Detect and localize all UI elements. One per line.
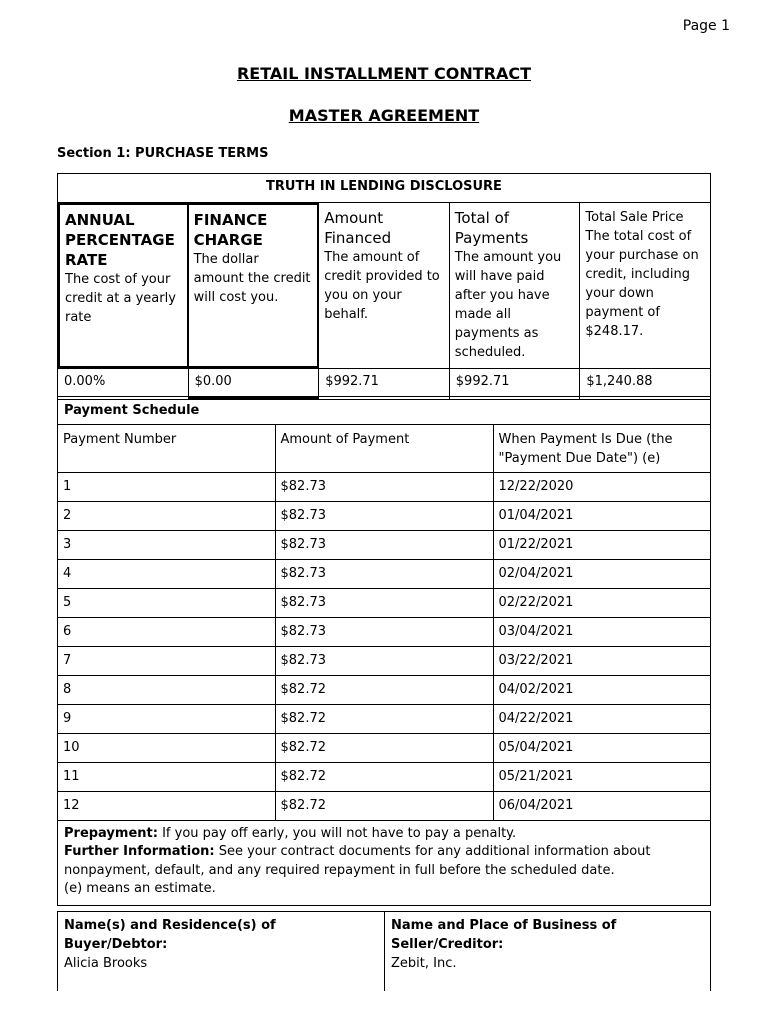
payment-number: 7 — [58, 646, 275, 675]
table-row — [58, 588, 710, 617]
payment-amount: $82.73 — [275, 472, 493, 501]
amount-financed-value: $992.71 — [319, 369, 450, 399]
apr-value: 0.00% — [58, 369, 189, 399]
payment-amount: $82.73 — [275, 501, 493, 530]
disclosure-boxes — [58, 203, 710, 368]
apr-description: The cost of your credit at a yearly rate — [65, 272, 176, 325]
payment-due-date: 02/04/2021 — [493, 559, 710, 588]
payment-amount: $82.73 — [275, 530, 493, 559]
document-title: RETAIL INSTALLMENT CONTRACT — [236, 64, 532, 83]
payment-due-date: 01/04/2021 — [493, 501, 710, 530]
finance-charge-description: The dollar amount the credit will cost you. — [193, 252, 311, 305]
payment-number: 5 — [58, 588, 275, 617]
estimate-note: (e) means an estimate. — [64, 881, 216, 896]
table-row — [58, 675, 710, 704]
payment-amount: $82.73 — [275, 646, 493, 675]
prepayment-note — [64, 825, 704, 844]
finance-charge-title: FINANCE CHARGE — [193, 211, 268, 249]
payment-due-date: 02/22/2021 — [493, 588, 710, 617]
total-of-payments-description: The amount you will have paid after you have made all payments as scheduled. — [454, 250, 562, 360]
finance-charge-box — [189, 203, 320, 368]
truth-in-lending-disclosure — [57, 173, 711, 400]
payment-number: 6 — [58, 617, 275, 646]
amount-financed-box — [319, 203, 450, 368]
payment-amount: $82.73 — [275, 588, 493, 617]
column-header-amount: Amount of Payment — [275, 425, 493, 472]
payment-number: 10 — [58, 733, 275, 762]
apr-title: ANNUAL PERCENTAGE RATE — [65, 211, 175, 269]
payment-due-date: 04/22/2021 — [493, 704, 710, 733]
payment-number: 11 — [58, 762, 275, 791]
payment-number: 12 — [58, 791, 275, 820]
column-header-payment-number: Payment Number — [58, 425, 275, 472]
table-row — [58, 559, 710, 588]
table-row — [58, 704, 710, 733]
total-sale-price-box — [580, 203, 710, 368]
table-row — [58, 472, 710, 501]
total-of-payments-title: Total of Payments — [454, 209, 529, 247]
payment-amount: $82.73 — [275, 559, 493, 588]
apr-box — [58, 203, 189, 368]
document-subtitle: MASTER AGREEMENT — [288, 106, 480, 125]
amount-financed-title: Amount Financed — [324, 209, 392, 247]
payment-number: 8 — [58, 675, 275, 704]
table-row — [58, 646, 710, 675]
payment-amount: $82.72 — [275, 733, 493, 762]
parties-section — [57, 911, 711, 991]
payment-due-date: 12/22/2020 — [493, 472, 710, 501]
further-information-note — [64, 843, 704, 880]
seller-label: Name and Place of Business of Seller/Creditor: — [391, 918, 617, 952]
tila-heading: TRUTH IN LENDING DISCLOSURE — [58, 174, 710, 203]
payment-schedule-table — [58, 425, 710, 821]
section-title: Section 1: PURCHASE TERMS — [57, 146, 269, 161]
payment-due-date: 01/22/2021 — [493, 530, 710, 559]
payment-due-date: 03/22/2021 — [493, 646, 710, 675]
payment-schedule-heading: Payment Schedule — [58, 396, 710, 425]
buyer-name: Alicia Brooks — [64, 956, 148, 971]
table-row — [58, 617, 710, 646]
payment-due-date: 05/21/2021 — [493, 762, 710, 791]
table-row — [58, 762, 710, 791]
amount-financed-description: The amount of credit provided to you on your behalf. — [324, 250, 440, 322]
page-number: Page 1 — [682, 18, 730, 34]
payment-schedule — [57, 396, 711, 906]
payment-amount: $82.72 — [275, 675, 493, 704]
table-header-row — [58, 425, 710, 472]
finance-charge-value: $0.00 — [189, 369, 320, 399]
table-row — [58, 791, 710, 820]
table-row — [58, 501, 710, 530]
further-information-text: See your contract documents for any additional information about nonpayment, default, and any required repayment in full before the scheduled date. — [64, 844, 651, 878]
payment-amount: $82.72 — [275, 704, 493, 733]
total-of-payments-value: $992.71 — [450, 369, 581, 399]
payment-number: 2 — [58, 501, 275, 530]
payment-due-date: 04/02/2021 — [493, 675, 710, 704]
payment-number: 9 — [58, 704, 275, 733]
table-row — [58, 530, 710, 559]
total-of-payments-box — [450, 203, 581, 368]
payment-amount: $82.73 — [275, 617, 493, 646]
prepayment-text: If you pay off early, you will not have to pay a penalty. — [157, 825, 517, 841]
prepayment-label: Prepayment: — [64, 825, 158, 841]
further-information-label: Further Information: — [64, 844, 215, 859]
disclosure-values — [58, 368, 710, 399]
schedule-notes — [58, 821, 710, 905]
seller-name: Zebit, Inc. — [391, 956, 457, 971]
payment-amount: $82.72 — [275, 762, 493, 791]
seller-cell — [385, 912, 710, 991]
table-row — [58, 733, 710, 762]
buyer-label: Name(s) and Residence(s) of Buyer/Debtor: — [64, 918, 276, 952]
total-sale-price-value: $1,240.88 — [586, 374, 653, 389]
payment-number: 3 — [58, 530, 275, 559]
buyer-cell — [58, 912, 385, 991]
payment-due-date: 03/04/2021 — [493, 617, 710, 646]
payment-due-date: 05/04/2021 — [493, 733, 710, 762]
payment-number: 4 — [58, 559, 275, 588]
column-header-due-date: When Payment Is Due (the "Payment Due Date") (e) — [493, 425, 710, 472]
payment-amount: $82.72 — [275, 791, 493, 820]
total-sale-price-description: The total cost of your purchase on credit, including your down payment of $248.17. — [585, 229, 699, 339]
payment-number: 1 — [58, 472, 275, 501]
payment-due-date: 06/04/2021 — [493, 791, 710, 820]
total-sale-price-title: Total Sale Price — [585, 210, 684, 225]
